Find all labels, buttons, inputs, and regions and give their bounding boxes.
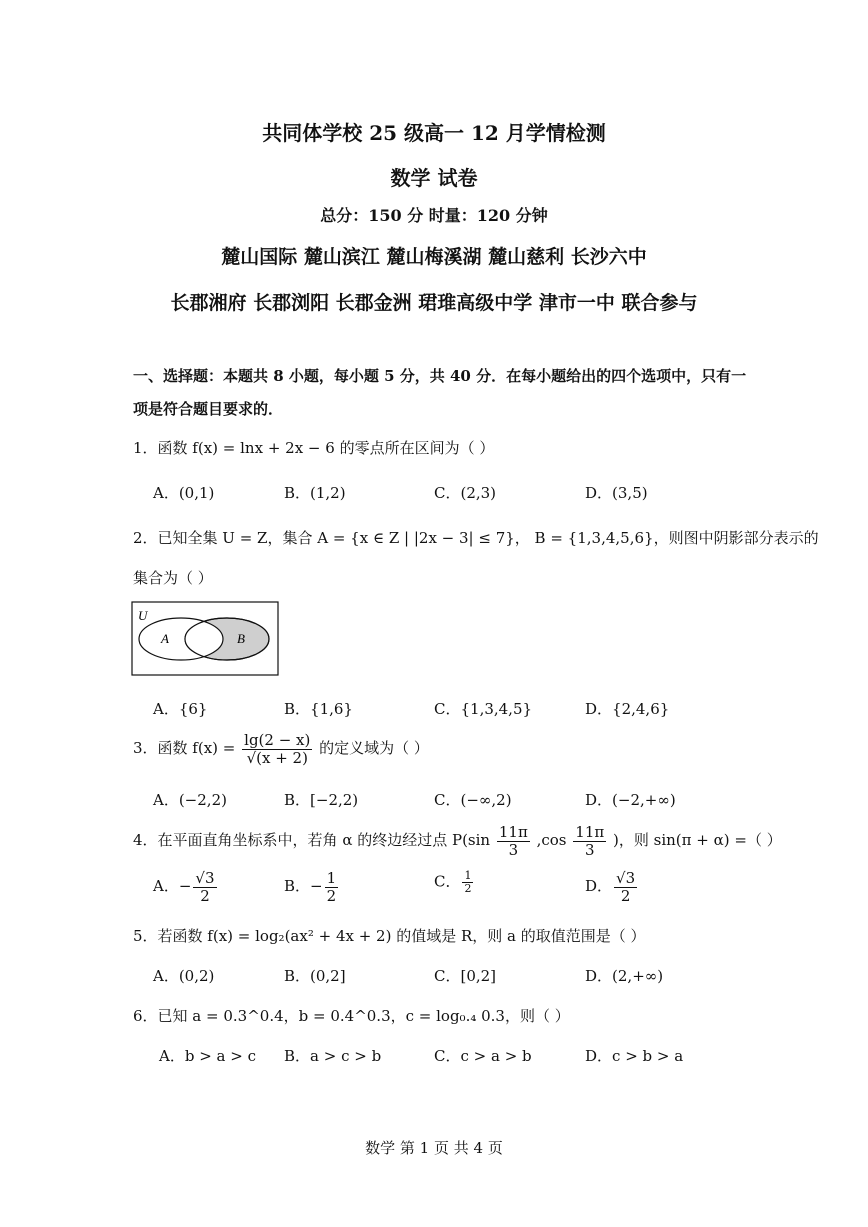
q4-frac-den-1: 3: [508, 840, 519, 859]
q4-option-d-num: √3: [616, 869, 636, 887]
q1-option-d: D．(3,5): [585, 484, 648, 502]
q3-option-c: C．(−∞,2): [434, 791, 512, 809]
q4-option-c-den: 2: [464, 882, 472, 896]
q6-option-d: D．c > b > a: [585, 1047, 684, 1065]
subject-title: 数学 试卷: [390, 166, 478, 190]
q1-option-c: C．(2,3): [434, 484, 497, 502]
q4-frac-num-1: 11π: [498, 823, 528, 841]
exam-meta: 总分：150 分 时量：120 分钟: [320, 206, 548, 225]
q4-frac-num-2: 11π: [575, 823, 605, 841]
q1-option-a: A．(0,1): [153, 484, 215, 502]
schools-line-2: 长郡湘府 长郡浏阳 长郡金洲 珺琟高级中学 津市一中 联合参与: [170, 292, 698, 314]
q4-option-a-num: √3: [195, 869, 215, 887]
q4-option-b-den: 2: [326, 886, 337, 905]
q4-option-d-label: D．: [585, 877, 613, 895]
q4-option-b-num: 1: [326, 869, 337, 887]
q4-option-d: [585, 870, 639, 904]
q4-option-a-label: A．: [153, 877, 179, 895]
exam-title: 共同体学校 25 级高一 12 月学情检测: [262, 121, 606, 145]
q4-fraction-sin: [497, 824, 530, 858]
q4-prefix: 4．在平面直角坐标系中，若角 α 的终边经过点 P(sin: [133, 831, 491, 849]
q4-option-b: [284, 870, 340, 904]
q2-option-c: C．{1,3,4,5}: [434, 700, 533, 718]
q4-option-a-den: 2: [200, 886, 210, 905]
section-1-intro-line-2: 项是符合题目要求的．: [133, 400, 284, 418]
q4-option-c: [434, 870, 475, 895]
q3-prefix: 3．函数 f(x) =: [133, 739, 236, 757]
q4-option-c-label: C．: [434, 872, 461, 891]
question-6: 6．已知 a = 0.3^0.4，b = 0.4^0.3，c = log₀.₄ 0.3，则（ ）: [133, 1007, 570, 1025]
q3-suffix: 的定义域为（ ）: [319, 739, 429, 757]
venn-diagram: [131, 601, 279, 676]
q4-option-a-sign: −: [178, 877, 192, 895]
q6-option-c: C．c > a > b: [434, 1047, 532, 1065]
q6-option-a: A．b > a > c: [159, 1047, 256, 1065]
q4-option-d-den: 2: [620, 886, 631, 905]
q5-option-d: D．(2,+∞): [585, 967, 664, 985]
question-2-line-2: 集合为（ ）: [133, 569, 213, 587]
q4-option-c-num: 1: [464, 869, 472, 882]
question-5: 5．若函数 f(x) = log₂(ax² + 4x + 2) 的值域是 R，则 a 的取值范围是（ ）: [133, 927, 646, 945]
q3-denominator: √(x + 2): [246, 748, 308, 767]
q4-option-b-label: B．: [284, 877, 311, 895]
question-4: [133, 824, 782, 858]
q4-frac-den-2: 3: [585, 840, 595, 859]
section-1-intro-line-1: 一、选择题：本题共 8 小题，每小题 5 分，共 40 分．在每小题给出的四个选项中，只有一: [133, 367, 747, 385]
q4-suffix: )，则 sin(π + α) =（ ）: [613, 831, 782, 849]
q5-option-c: C．[0,2]: [434, 967, 497, 985]
schools-line-1: 麓山国际 麓山滨江 麓山梅溪湖 麓山慈利 长沙六中: [221, 246, 647, 268]
q5-option-b: B．(0,2]: [284, 967, 346, 985]
page-footer: 数学 第 1 页 共 4 页: [365, 1139, 503, 1157]
q2-option-b: B．{1,6}: [284, 700, 353, 718]
q3-option-d: D．(−2,+∞): [585, 791, 676, 809]
q4-fraction-cos: [573, 824, 606, 858]
q3-numerator: lg(2 − x): [244, 731, 311, 749]
q3-option-b: B．[−2,2): [284, 791, 359, 809]
q5-option-a: A．(0,2): [153, 967, 215, 985]
universe-label: U: [138, 608, 148, 623]
set-a-label: A: [161, 631, 169, 646]
q1-option-b: B．(1,2): [284, 484, 346, 502]
q3-option-a: A．(−2,2): [153, 791, 227, 809]
question-2-line-1: 2．已知全集 U = Z，集合 A = {x ∈ Z | |2x − 3| ≤ 7}， B = {1,3,4,5,6}，则图中阴影部分表示的: [133, 529, 819, 547]
q3-fraction: [242, 732, 312, 766]
q4-mid: ,cos: [536, 831, 567, 849]
q4-option-a: [153, 870, 219, 904]
set-b-label: B: [237, 631, 245, 646]
q2-option-a: A．{6}: [153, 700, 208, 718]
q4-option-b-sign: −: [310, 877, 323, 895]
q2-option-d: D．{2,4,6}: [585, 700, 670, 718]
question-1: 1．函数 f(x) = lnx + 2x − 6 的零点所在区间为（ ）: [133, 439, 495, 457]
question-3: [133, 732, 429, 766]
q6-option-b: B．a > c > b: [284, 1047, 382, 1065]
